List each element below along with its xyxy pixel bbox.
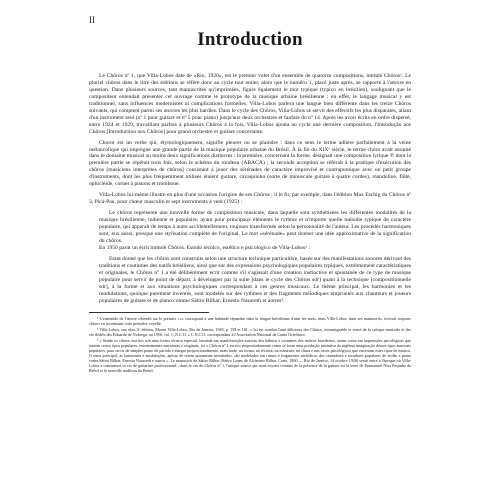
footnotes bbox=[89, 316, 411, 374]
quote-paragraph: Etant donné que les chôros sont construits selon une structure technique particulière, basée sur des manifestations sonores dérivant des traditions et coutumes des natifs brésiliens, ainsi que sur des expressions psychologiques populaires typiques, extrêmement caractéristiques et originales, le Chôros nº 1 a été délibérément écrit comme s'il s'agissait d'une création instinctive et spontanée de ce type de musique populaire pour servir de point de départ, à développer par la suite [dans le cycle des Chôros sdr] quant à la technique [compositionnelle sdr], à la forme et aux situations psychologiques correspondant à ces genres musicaux. Le thème principal, les harmonies et les modulations, quoique purement inventés, sont modelés sur des rythmes et des fragments mélodiques empruntés aux chanteurs et joueurs populaires de guitare et de piano comme Sátiro Bilhar, Ernesto Nazareth et autres³. bbox=[99, 255, 411, 304]
paragraph-3: Villa-Lobos lui-même illustre en plus d'une occasion l'origine de ses Chôros ; il le fit, par exemple, dans l'édition Max Eschig du Chôros nº 3, Pica-Pau, pour chœur masculin et sept instruments à vent (1925) : bbox=[89, 192, 411, 206]
document-body bbox=[89, 73, 411, 374]
paragraph-1: Le Chôros nº 1, que Villa-Lobos date de «Rio, 1920», est le premier volet d'un ensemble de quatorze compositions, intitulé Chôros¹. Le pluriel chôros dans le titre des éditions se réfère donc au cycle tout entier, alors que le numéro 1, placé juste après, se rapporte à l'œuvre en question. Dans plusieurs sources, tant manuscrites qu'imprimées, figure également le mot typique (typico en brésilien), soulignant que le compositeur entendait présenter cet ouvrage comme le prototype de la musique urbaine brésilienne ; en effet, le langage musical y est traditionnel, sans influences modernistes ni complications formelles. Villa-Lobos parlera une langue bien différente dans les treize Chôros suivants, qui comptent parmi ses œuvres les plus hardies. Dans le cycle des Chôros, Villa-Lobos se servit des effectifs les plus disparates, allant d'un instrument seul (nº 1 pour guitare et nº 5 pour piano) jusqu'aux deux orchestres et fanfare du nº 14. Après les avoir écrits en ordre dispersé, entre 1924 et 1929, travaillant parfois à plusieurs Chôros à la fois, Villa-Lobos ajouta au cycle une dernière composition, l'Introdução aos Chôros [Introduction aux Chôros] pour grand orchestre et guitare concertante. bbox=[89, 73, 411, 135]
footnote-3: ³ « Sendo os chôros escritos sob uma forma técnica especial, baseada nas manifestações sonoras dos hábitos e costumes dos nativos brasileiros, assim como em impressões psicológicas que trazem certos tipos populares, extremamente marcantes e originais, foi o Chôros nº 1 escrito propositadamente como se fosse uma produção instintiva da ingênua imaginação desses tipos musicais populares, para servir de simples ponto de partida e alargar proporcionalmente, mais tarde, na forma, na técnica, na estrutura, no clima e nas casos psicológicos que encerram estes tipos de música. O tema principal, as harmonias e modulações, apesar de serem puramente inventados, são modelados em ritmos e fragmentos melódicos dos cantadores e tocadores populares de violão e piano como Sátiro Bilhar, Ernesto Nazareth e outros ». Le manuscrit de Sátiro Bilhar (Sátiro Lopes de Alcântara Bilhar, Crato, 1860 — Rio de Janeiro, 14 octobre 1926) serait entré à l'époque où Villa-Lobos a commencé sa vie de guitariste professionnel ; dans le cas du Chôros nº 1, l'unique source qui nous soyons certains de la présence de la guitare est le texte de Emmanuel Nisa Peçanha du Brésil et la nouvelle tradition du Brésil. bbox=[89, 337, 411, 374]
block-quote-1 bbox=[99, 210, 411, 245]
block-quote-2 bbox=[99, 256, 411, 305]
footnote-divider bbox=[89, 312, 209, 313]
footnote-1: ¹ L'ensemble de l'œuvre s'étendit sur le premier ««» correspond à une habitude répandue dans la langue brésilienne d'unir les mots, mais Villa-Lobos, dans ses manuscrits, écrivait toujours chôros en accentuant cette première voyelle. bbox=[89, 315, 411, 326]
page-title: Introduction bbox=[197, 29, 303, 50]
footnote-2: ² Villa-Lobos, sua obra, 3ᵉ édition, Museu Villa-Lobos, Rio de Janeiro, 1965, p. 158 et 161. « Ici est conduit l'ami délicieux des Chôros, intransigeable et sensé de la critique musicale et des vie dédiés des Eduardo de Nobrega, an 1956, vol. C.N.C.O. « C.N.C.O. correspondant à l'Association Nacional de Canto Orfeônico. bbox=[89, 326, 411, 337]
paragraph-4: En 1950 parut un écrit intitulé Chôros. Estudo técnico, estético e psicológico de Villa-Lobos² : bbox=[99, 244, 310, 251]
paragraph-2: Choror est un verbe qui, étymologiquement, signifie pleurer ou se plaindre : dans ce sens le terme adhère parfaitement à la veine mélancolique qui imprègne une grande partie de la musique populaire urbaine du Brésil. À la fin du XIXᵉ siècle, le terme chôro avait assumé dans le domaine musical au moins deux significations distinctes : la première, concernant la forme, désignait une composition lyrique ℗ dont la première partie se répétait trois fois, selon le schéma du rondeau (ABACA) ; la seconde acception se référait à la pratique d'exécution des chôros [musiciens interprètes de chôros] consistant à jouer des sérénades de caractère improvisé et contrapuntique avec un petit groupe d'instruments, dont les plus fréquemment utilisés étaient guitare, cavaquinho (sorte de minuscule guitare à quatre cordes), mandoline, flûte, ophicléide, cornet à pistons et trombone. bbox=[89, 139, 411, 188]
page-number: II bbox=[89, 15, 95, 25]
quote-paragraph: Le chôros représente une nouvelle forme de composition musicale, dans laquelle sont synthétisées les différentes modalités de la musique brésilienne, indienne et populaire, ayant pour principaux éléments le rythme et n'importe quelle mélodie typique de caractère populaire, qui apparaît de temps à autre accidentellement, toujours transformée selon la personnalité de l'auteur. Les procédés harmoniques sont, eux aussi, presque une stylisation complète de l'original. Le mot «sérénade» peut donner une idée approximative de la signification du chôros. bbox=[99, 210, 411, 244]
